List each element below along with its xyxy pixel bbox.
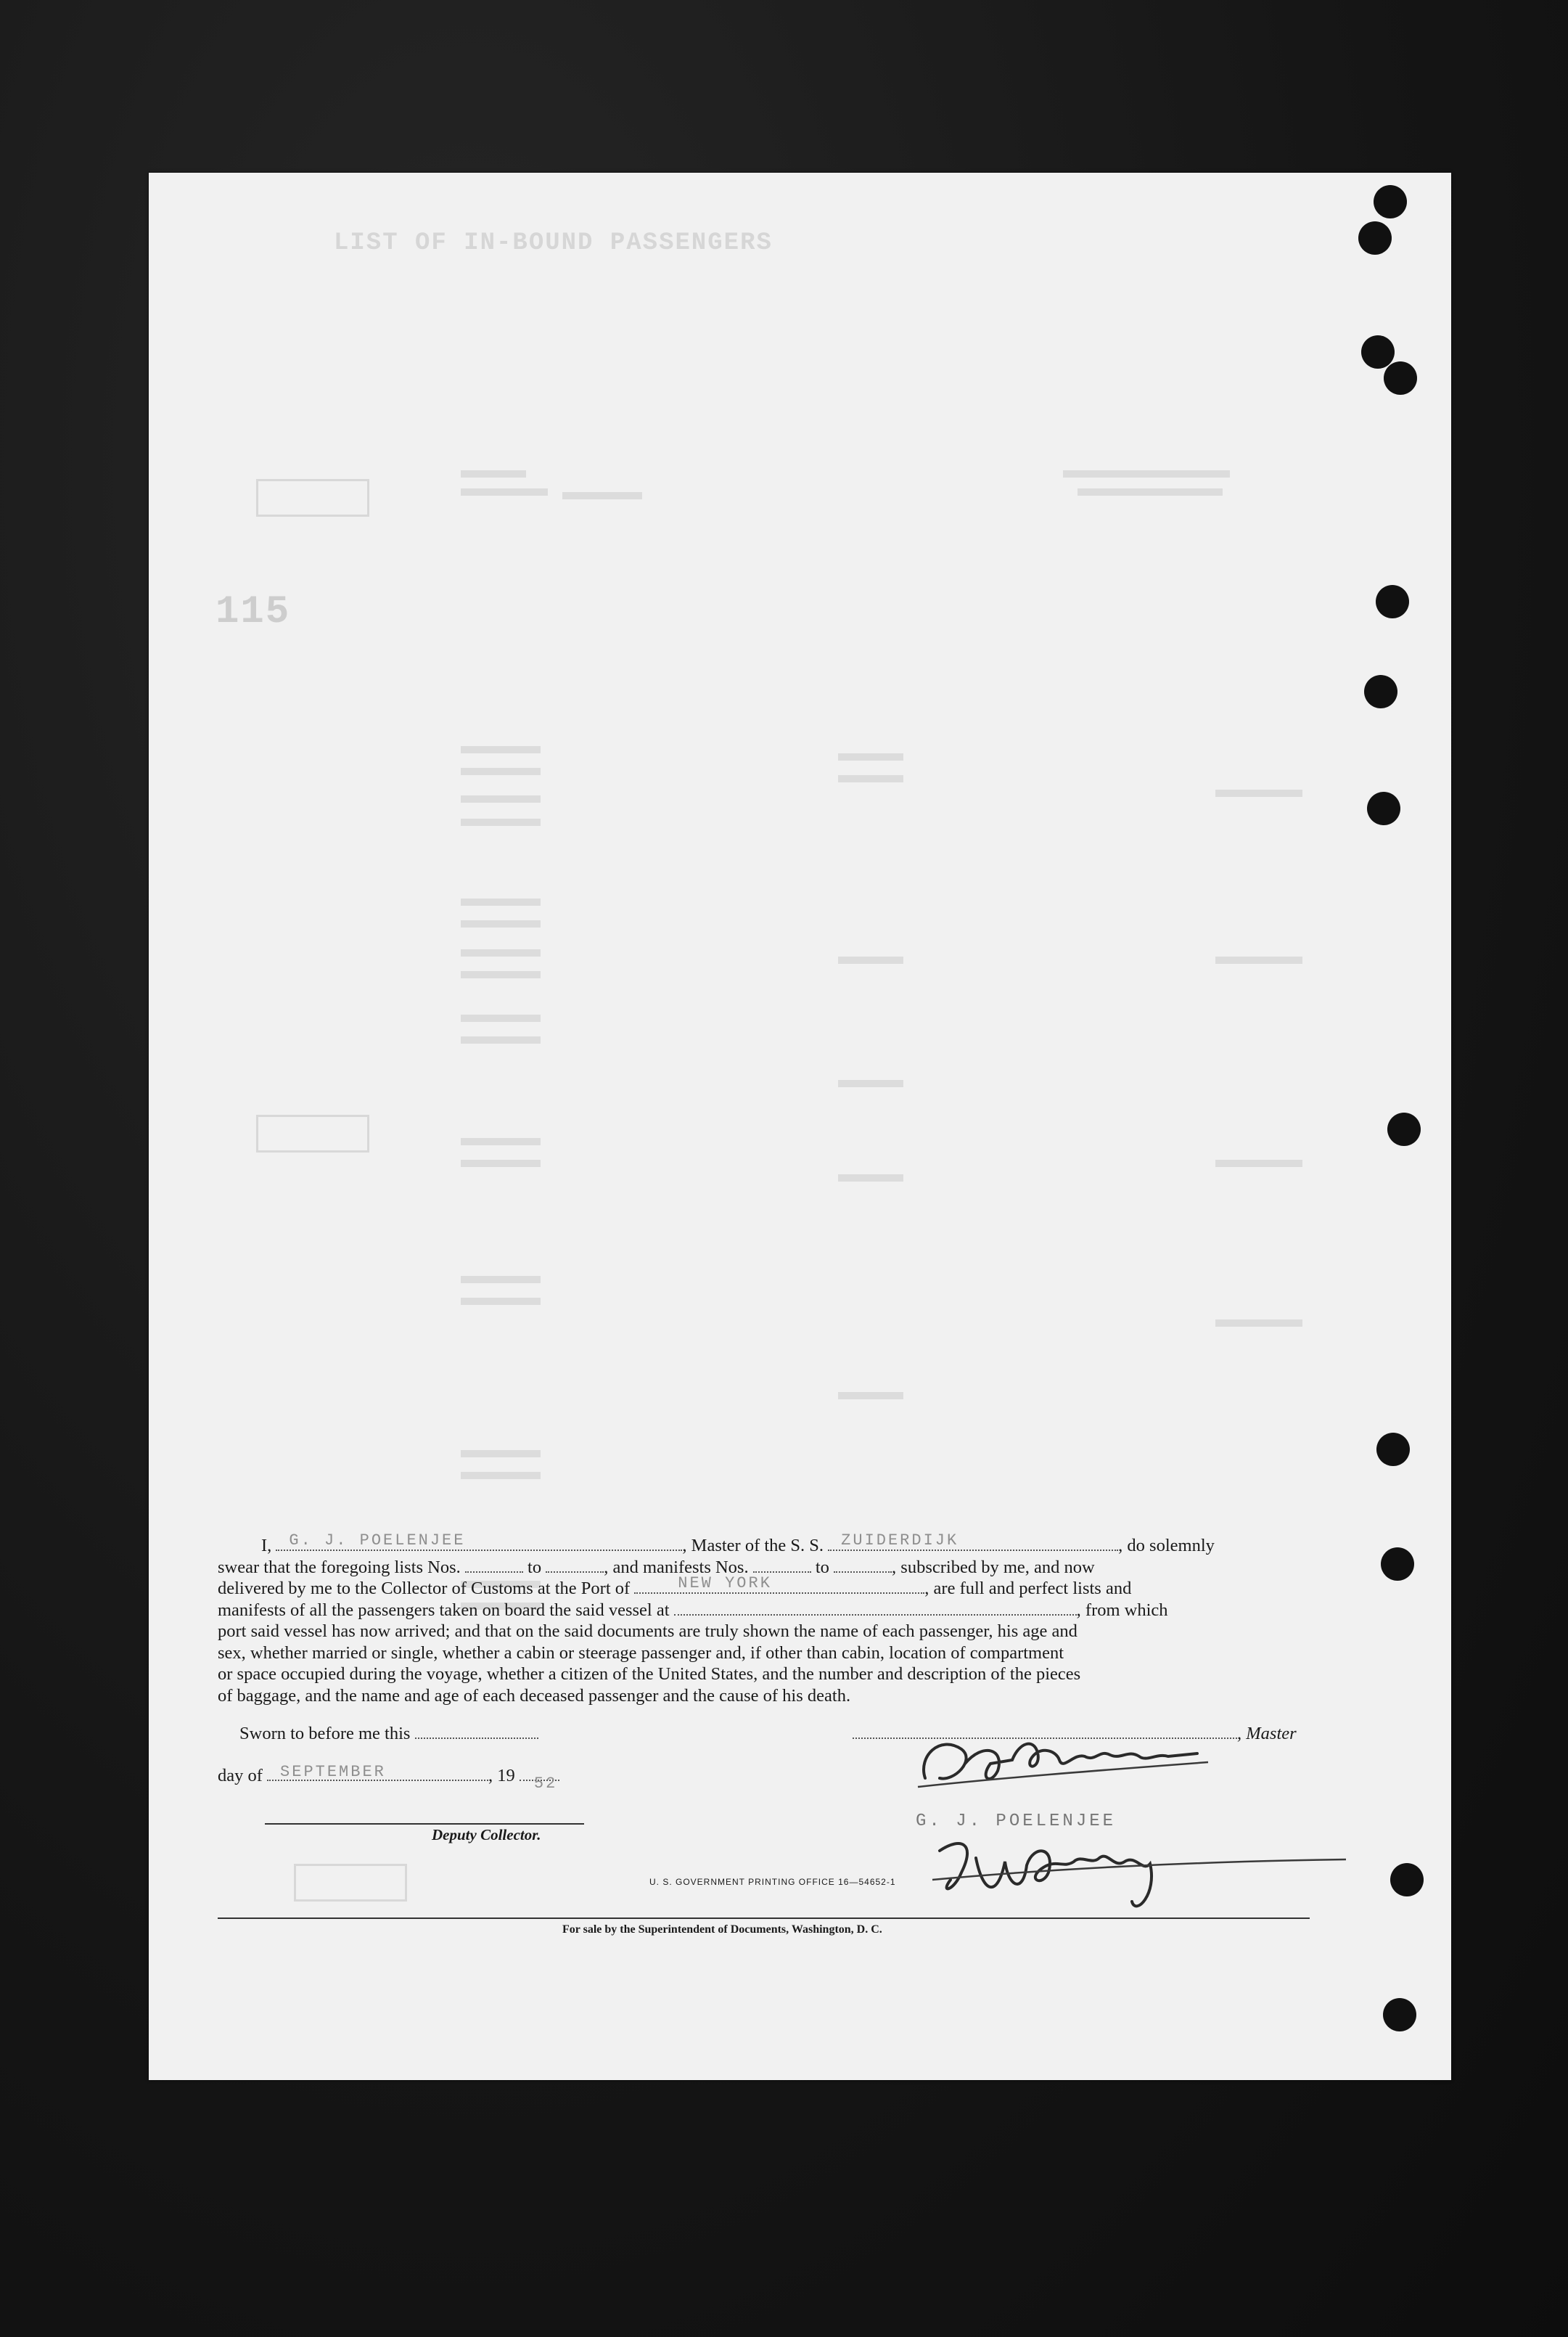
oath-line-3	[218, 1573, 1313, 1600]
swear-label: swear that the foregoing lists Nos.	[218, 1557, 461, 1577]
day-of-line	[218, 1763, 559, 1793]
master-of-label: , Master of the S. S.	[682, 1536, 824, 1555]
ship-name-fill: ZUIDERDIJK	[841, 1531, 959, 1550]
port-blank	[634, 1573, 924, 1594]
oath-line-6: sex, whether married or single, whether a cabin or steerage passenger and, if other than cabin, location of compartment	[218, 1642, 1064, 1663]
oath-line-1	[218, 1531, 1313, 1557]
bleedthrough-box	[294, 1864, 407, 1902]
list-to-blank	[546, 1571, 604, 1573]
month-fill: SEPTEMBER	[280, 1763, 386, 1781]
bleedthrough-box	[256, 479, 369, 517]
subscribed-label: , subscribed by me, and now	[892, 1557, 1095, 1577]
year-label: , 19	[488, 1766, 515, 1785]
footer-rule	[218, 1918, 1310, 1919]
bleedthrough-ghost-text	[461, 449, 1404, 1682]
sworn-line	[239, 1724, 538, 1744]
and-manifests-label: , and manifests Nos.	[604, 1557, 749, 1577]
sworn-day-blank	[415, 1738, 538, 1739]
punch-hole	[1387, 1113, 1421, 1146]
punch-hole	[1361, 335, 1395, 369]
year-fill: 52	[533, 1775, 558, 1793]
manifest-to-blank	[834, 1571, 892, 1573]
bleedthrough-box	[256, 1115, 369, 1153]
month-blank	[267, 1763, 488, 1781]
master-name-fill: G. J. POELENJEE	[289, 1531, 466, 1550]
oath-line-5: port said vessel has now arrived; and that on the said documents are truly shown the name of each passenger, his age and	[218, 1621, 1078, 1641]
year-blank	[520, 1775, 559, 1793]
second-handwritten-signature	[918, 1829, 1353, 1920]
punch-hole	[1383, 1998, 1416, 2031]
do-solemnly-label: , do solemnly	[1118, 1536, 1215, 1555]
bleedthrough-page-number: 115	[216, 590, 291, 634]
master-label: , Master	[1237, 1724, 1297, 1743]
from-which-label: , from which	[1076, 1600, 1168, 1620]
oath-line-7: or space occupied during the voyage, whether a citizen of the United States, and the number and description of the pieces	[218, 1664, 1081, 1684]
manifests-label: manifests of all the passengers taken on board the said vessel at	[218, 1600, 670, 1620]
full-perfect-label: , are full and perfect lists and	[924, 1579, 1132, 1598]
oath-i-label: I,	[261, 1536, 272, 1555]
sworn-label: Sworn to before me this	[239, 1724, 411, 1743]
port-fill: NEW YORK	[678, 1573, 772, 1592]
bleedthrough-title: LIST OF IN-BOUND PASSENGERS	[334, 229, 773, 257]
manifest-page	[149, 173, 1451, 2080]
punch-hole	[1390, 1863, 1424, 1896]
punch-hole	[1358, 221, 1392, 255]
punch-hole	[1384, 361, 1417, 395]
punch-hole	[1376, 1433, 1410, 1466]
master-handwritten-signature	[911, 1727, 1215, 1796]
list-from-blank	[465, 1571, 523, 1573]
punch-hole	[1381, 1547, 1414, 1581]
gpo-imprint: U. S. GOVERNMENT PRINTING OFFICE 16—54652-1	[649, 1877, 896, 1887]
to-label: to	[528, 1557, 542, 1577]
day-of-label: day of	[218, 1766, 263, 1785]
punch-hole	[1367, 792, 1400, 825]
oath-line-8: of baggage, and the name and age of each deceased passenger and the cause of his death.	[218, 1685, 851, 1706]
deputy-signature-line	[265, 1823, 584, 1825]
typed-master-name: G. J. POELENJEE	[916, 1812, 1117, 1831]
departure-port-blank	[674, 1614, 1077, 1616]
for-sale-notice: For sale by the Superintendent of Documents, Washington, D. C.	[562, 1923, 882, 1936]
master-name-blank	[276, 1531, 682, 1551]
punch-hole	[1374, 185, 1407, 218]
ship-name-blank	[828, 1531, 1118, 1551]
to-label-2: to	[815, 1557, 829, 1577]
deputy-collector-label: Deputy Collector.	[432, 1826, 541, 1843]
punch-hole	[1376, 585, 1409, 618]
oath-paragraph	[218, 1531, 1313, 1706]
punch-hole	[1364, 675, 1397, 708]
oath-line-4	[218, 1600, 1313, 1621]
delivered-label: delivered by me to the Collector of Customs at the Port of	[218, 1579, 631, 1598]
